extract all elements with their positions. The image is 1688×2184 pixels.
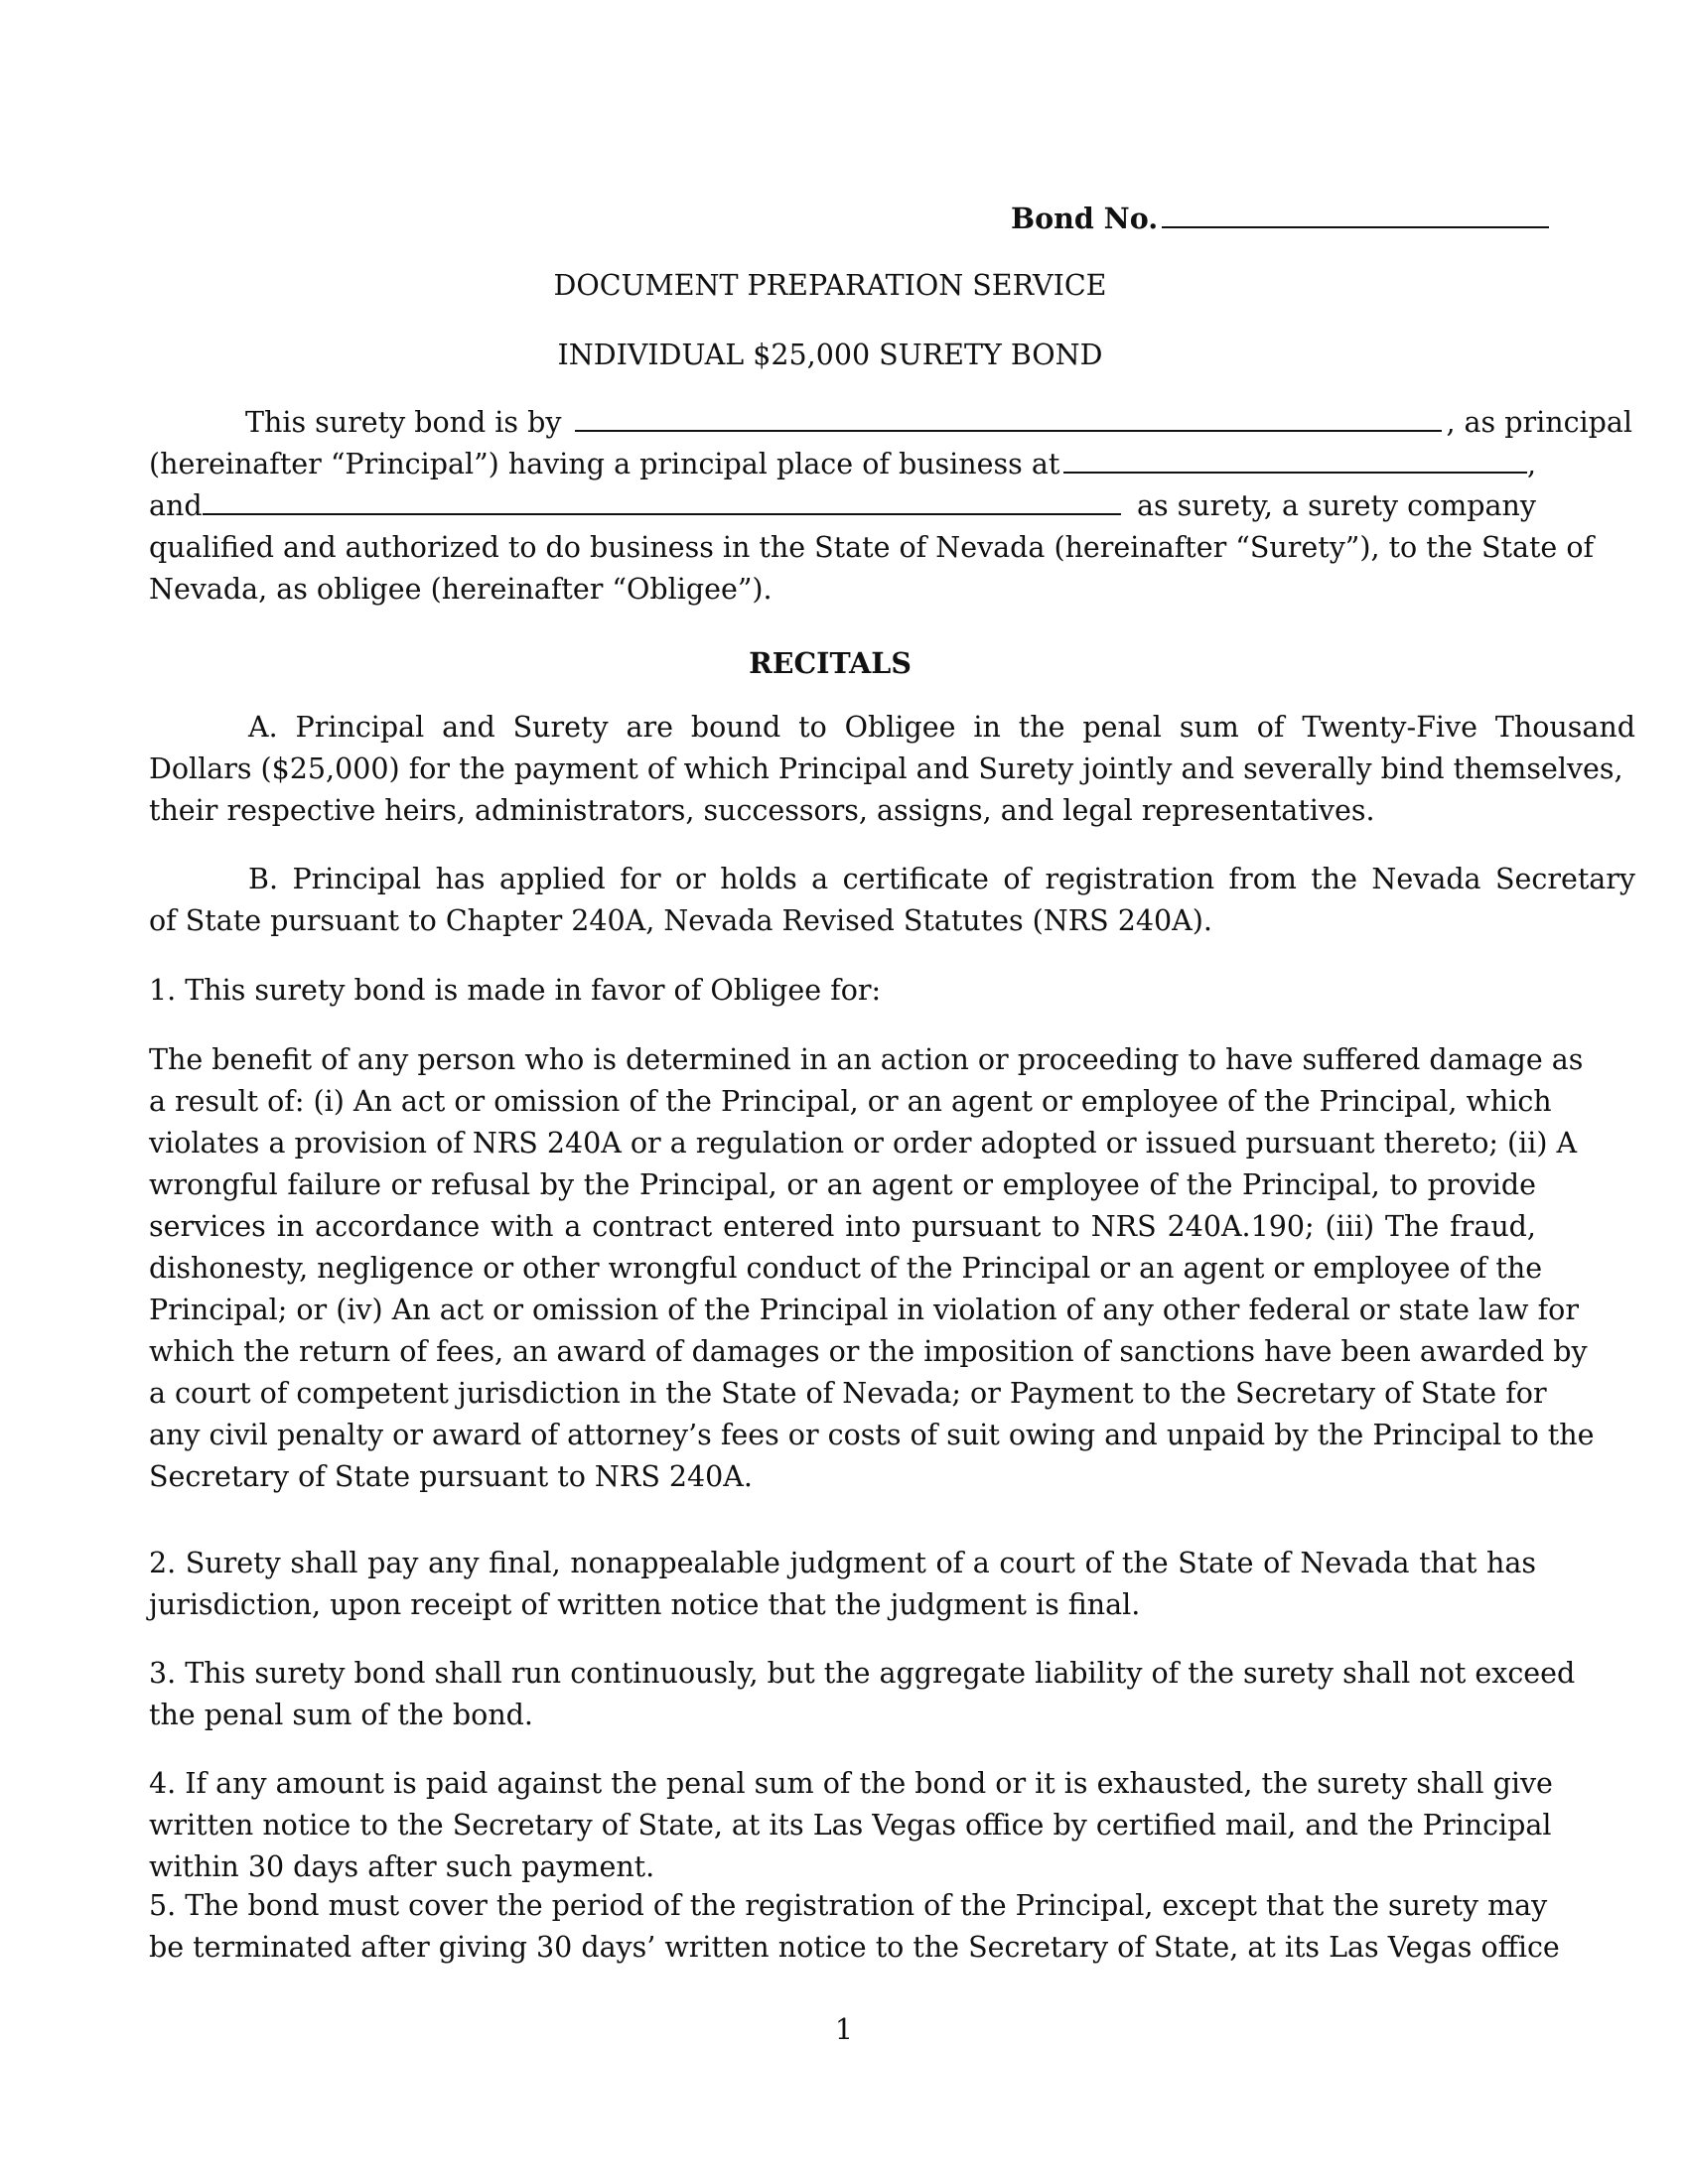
recital-b bbox=[149, 859, 1635, 942]
item-3 bbox=[149, 1653, 1576, 1736]
document-title: DOCUMENT PREPARATION SERVICE bbox=[553, 269, 1107, 302]
item-4-line: within 30 days after such payment. bbox=[149, 1850, 655, 1883]
recital-a-line: A. Principal and Surety are bound to Obligee in the penal sum of Twenty-Five Thousand bbox=[248, 711, 1635, 744]
benefit-line: violates a provision of NRS 240A or a regulation or order adopted or issued pursuant thereto; (ii) A bbox=[149, 1127, 1578, 1160]
intro-text: (hereinafter “Principal”) having a principal place of business at bbox=[149, 448, 1060, 480]
intro-text: and bbox=[149, 489, 203, 522]
item-5-line: 5. The bond must cover the period of the registration of the Principal, except that the surety may bbox=[149, 1889, 1548, 1922]
item-3-line: 3. This surety bond shall run continuously, but the aggregate liability of the surety shall not exceed bbox=[149, 1657, 1576, 1690]
benefit-paragraph bbox=[149, 1039, 1595, 1498]
benefit-line: Principal; or (iv) An act or omission of the Principal in violation of any other federal or state law for bbox=[149, 1294, 1579, 1326]
benefit-line: a result of: (i) An act or omission of the Principal, or an agent or employee of the Principal, which bbox=[149, 1085, 1552, 1118]
item-1-line: 1. This surety bond is made in favor of Obligee for: bbox=[149, 974, 882, 1007]
benefit-line: Secretary of State pursuant to NRS 240A. bbox=[149, 1460, 753, 1493]
item-3-line: the penal sum of the bond. bbox=[149, 1699, 533, 1731]
item-4-line: written notice to the Secretary of State, at its Las Vegas office by certified mail, and the Principal bbox=[149, 1809, 1552, 1842]
benefit-line: wrongful failure or refusal by the Principal, or an agent or employee of the Principal, to provide bbox=[149, 1168, 1536, 1201]
intro-text: , bbox=[1526, 448, 1536, 480]
benefit-line: dishonesty, negligence or other wrongful conduct of the Principal or an agent or employee of the bbox=[149, 1252, 1543, 1285]
item-5-line: be terminated after giving 30 days’ written notice to the Secretary of State, at its Las Vegas office bbox=[149, 1931, 1560, 1964]
bond-number-blank[interactable] bbox=[1162, 199, 1549, 228]
item-4-line: 4. If any amount is paid against the penal sum of the bond or it is exhausted, the surety shall give bbox=[149, 1767, 1553, 1800]
recitals-heading: RECITALS bbox=[749, 646, 912, 680]
page-number: 1 bbox=[834, 2013, 854, 2046]
bond-number-line bbox=[1011, 199, 1549, 238]
principal-name-blank[interactable] bbox=[575, 404, 1442, 432]
recital-a-line: their respective heirs, administrators, successors, assigns, and legal representatives. bbox=[149, 794, 1375, 827]
intro-text: qualified and authorized to do business in the State of Nevada (hereinafter “Surety”), to the State of bbox=[149, 531, 1595, 564]
business-address-blank[interactable] bbox=[1063, 446, 1527, 474]
recital-b-line: B. Principal has applied for or holds a certificate of registration from the Nevada Secretary bbox=[248, 863, 1635, 895]
item-2-line: 2. Surety shall pay any final, nonappealable judgment of a court of the State of Nevada that has bbox=[149, 1547, 1536, 1579]
recital-a bbox=[149, 707, 1635, 832]
intro-paragraph bbox=[149, 402, 1632, 611]
recital-b-line: of State pursuant to Chapter 240A, Nevada Revised Statutes (NRS 240A). bbox=[149, 904, 1212, 937]
item-5 bbox=[149, 1885, 1560, 1969]
intro-text: This surety bond is by bbox=[245, 406, 562, 439]
benefit-line: The benefit of any person who is determined in an action or proceeding to have suffered damage as bbox=[149, 1043, 1584, 1076]
item-4 bbox=[149, 1763, 1553, 1888]
benefit-line: which the return of fees, an award of damages or the imposition of sanctions have been awarded by bbox=[149, 1335, 1588, 1368]
recital-a-line: Dollars ($25,000) for the payment of which Principal and Surety jointly and severally bind themselves, bbox=[149, 752, 1623, 785]
surety-name-blank[interactable] bbox=[203, 487, 1121, 515]
intro-text: as surety, a surety company bbox=[1136, 489, 1536, 522]
benefit-line: a court of competent jurisdiction in the State of Nevada; or Payment to the Secretary of State for bbox=[149, 1377, 1547, 1410]
item-2-line: jurisdiction, upon receipt of written notice that the judgment is final. bbox=[149, 1588, 1141, 1621]
benefit-line: any civil penalty or award of attorney’s fees or costs of suit owing and unpaid by the Principal to the bbox=[149, 1419, 1595, 1451]
bond-number-label: Bond No. bbox=[1011, 202, 1159, 235]
item-1 bbox=[149, 970, 1536, 1012]
item-2 bbox=[149, 1543, 1536, 1626]
benefit-line: services in accordance with a contract entered into pursuant to NRS 240A.190; (iii) The fraud, bbox=[149, 1210, 1536, 1243]
intro-text: Nevada, as obligee (hereinafter “Obligee”). bbox=[149, 573, 773, 606]
document-subtitle: INDIVIDUAL $25,000 SURETY BOND bbox=[557, 339, 1103, 371]
intro-text: , as principal bbox=[1446, 406, 1632, 439]
